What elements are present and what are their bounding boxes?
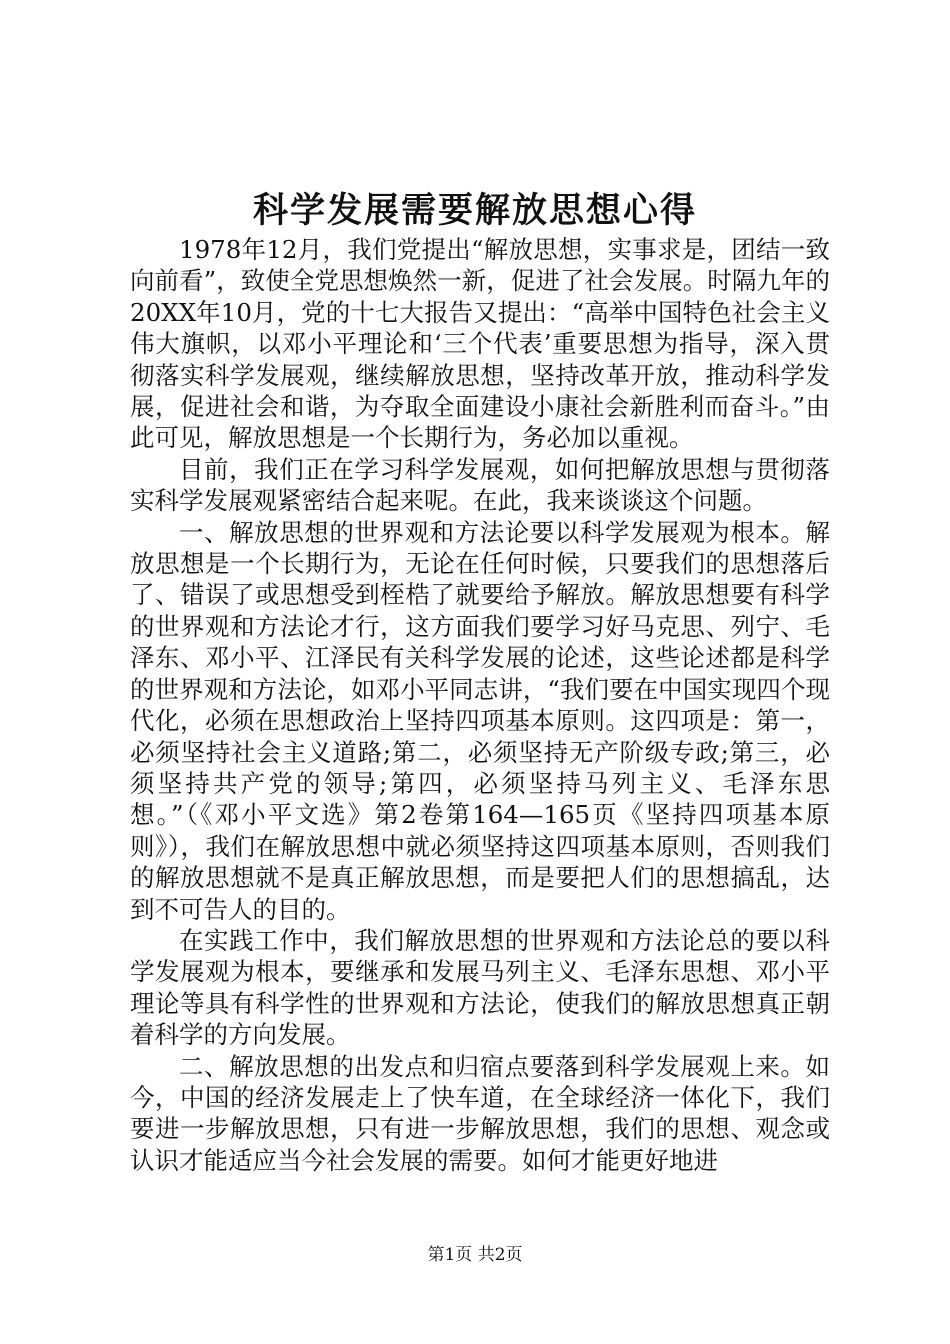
paragraph-section-two: 二、解放思想的出发点和归宿点要落到科学发展观上来。如今，中国的经济发展走上了快车道，在全球经济一体化下，我们要进一步解放思想，只有进一步解放思想，我们的思想、观念或认识才能适应当今社会发展的需要。如何才能更好地进	[130, 1051, 830, 1175]
paragraph-section-one: 一、解放思想的世界观和方法论要以科学发展观为根本。解放思想是一个长期行为，无论在任何时候，只要我们的思想落后了、错误了或思想受到桎梏了就要给予解放。解放思想要有科学的世界观和方法论才行，这方面我们要学习好马克思、列宁、毛泽东、邓小平、江泽民有关科学发展的论述，这些论述都是科学的世界观和方法论，如邓小平同志讲，“我们要在中国实现四个现代化，必须在思想政治上坚持四项基本原则。这四项是：第一，必须坚持社会主义道路;第二，必须坚持无产阶级专政;第三，必须坚持共产党的领导;第四，必须坚持马列主义、毛泽东思想。”（《邓小平文选》第2卷第164—165页《坚持四项基本原则》），我们在解放思想中就必须坚持这四项基本原则，否则我们的解放思想就不是真正解放思想，而是要把人们的思想搞乱，达到不可告人的目的。	[130, 517, 830, 924]
paragraph-practice: 在实践工作中，我们解放思想的世界观和方法论总的要以科学发展观为根本，要继承和发展马列主义、毛泽东思想、邓小平理论等具有科学性的世界观和方法论，使我们的解放思想真正朝着科学的方向发展。	[130, 925, 830, 1050]
paragraph-intro: 1978年12月，我们党提出“解放思想，实事求是，团结一致向前看”，致使全党思想焕然一新，促进了社会发展。时隔九年的20XX年10月，党的十七大报告又提出：“高举中国特色社会主义伟大旗帜，以邓小平理论和‘三个代表’重要思想为指导，深入贯彻落实科学发展观，继续解放思想，坚持改革开放，推动科学发展，促进社会和谐，为夺取全面建设小康社会新胜利而奋斗。”由此可见，解放思想是一个长期行为，务必加以重视。	[130, 235, 830, 453]
document-body	[130, 234, 830, 1176]
page-footer: 第1页 共2页	[427, 1245, 523, 1265]
document-title: 科学发展需要解放思想心得	[252, 190, 697, 231]
paragraph-question: 目前，我们正在学习科学发展观，如何把解放思想与贯彻落实科学发展观紧密结合起来呢。在此，我来谈谈这个问题。	[130, 454, 830, 516]
